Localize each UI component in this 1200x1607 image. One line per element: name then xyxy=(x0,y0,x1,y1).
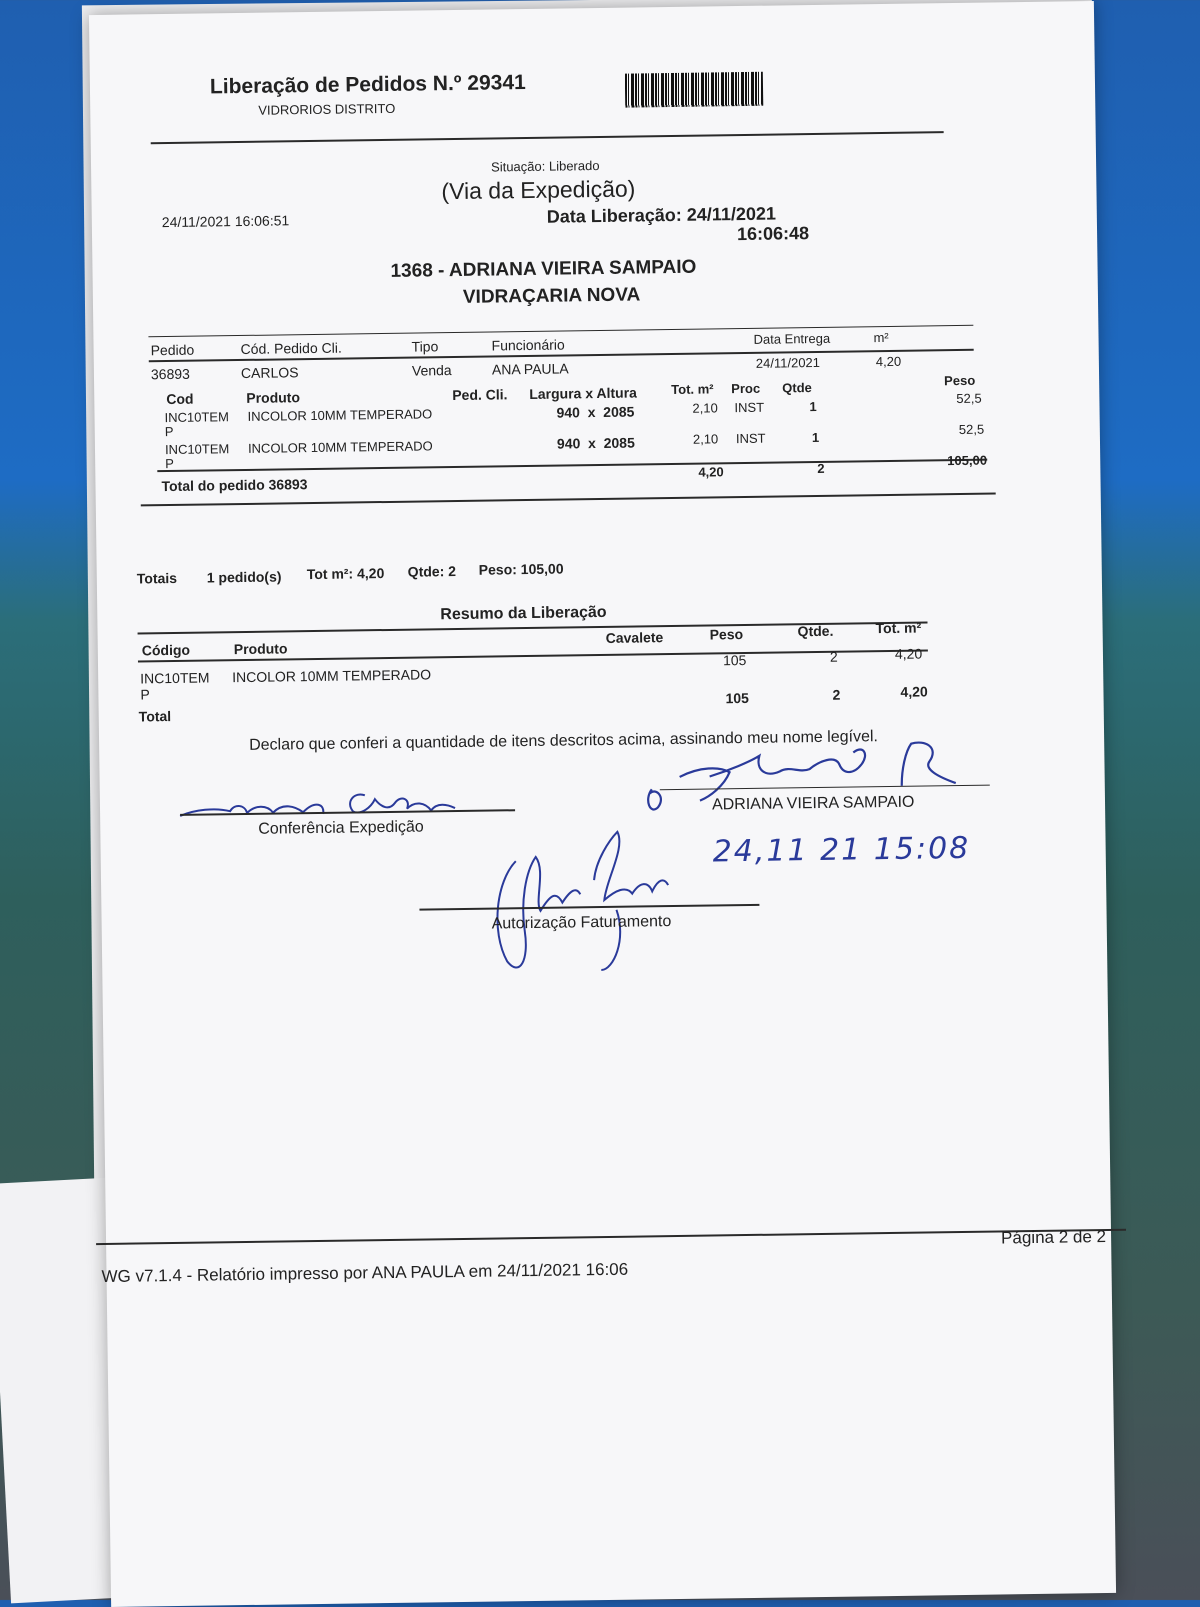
document-title: Liberação de Pedidos N.º 29341 xyxy=(209,71,526,99)
conferencia-signature xyxy=(175,780,476,824)
declaration-text: Declaro que conferi a quantidade de itens descritos acima, assinando meu nome legível. xyxy=(249,728,879,754)
col-tipo: Tipo xyxy=(411,338,439,355)
order-cod-cli: CARLOS xyxy=(240,364,299,382)
col-proc: Proc xyxy=(731,380,761,397)
item-proc: INST xyxy=(734,399,765,416)
item-cod-cont: P xyxy=(164,423,174,440)
page-number: Página 2 de 2 xyxy=(1000,1227,1107,1248)
col-data-entrega: Data Entrega xyxy=(753,330,831,347)
company-name: VIDRORIOS DISTRITO xyxy=(258,100,396,118)
item-produto: INCOLOR 10MM TEMPERADO xyxy=(247,438,433,456)
item-peso: 52,5 xyxy=(958,421,985,437)
col-ped-cli: Ped. Cli. xyxy=(452,386,508,404)
order-pedido: 36893 xyxy=(150,365,191,383)
totals-pedidos: 1 pedido(s) xyxy=(206,568,282,586)
col-cod: Cod xyxy=(166,390,194,408)
via-label: (Via da Expedição) xyxy=(441,175,636,205)
summary-total-m2: 4,20 xyxy=(900,683,928,700)
col-codigo: Código xyxy=(141,641,191,659)
totals-peso: Peso: 105,00 xyxy=(478,560,564,578)
order-tipo: Venda xyxy=(411,362,452,379)
order-table-top-rule xyxy=(148,325,973,338)
col-funcionario: Funcionário xyxy=(491,336,565,354)
conferencia-label: Conferência Expedição xyxy=(258,818,424,838)
item-qtde: 1 xyxy=(811,429,820,446)
item-cod: INC10TEM xyxy=(164,441,230,458)
col-tot-m2: Tot. m² xyxy=(671,381,714,397)
order-funcionario: ANA PAULA xyxy=(491,360,569,378)
col-qtde: Qtde xyxy=(782,380,812,396)
col-summary-produto: Produto xyxy=(233,640,288,658)
summary-total-label: Total xyxy=(138,708,172,725)
summary-title: Resumo da Liberação xyxy=(440,603,607,624)
order-m2: 4,20 xyxy=(875,353,902,370)
order-total-label: Total do pedido 36893 xyxy=(161,476,308,495)
order-total-peso: 105,00 xyxy=(947,452,988,469)
col-cavalete: Cavalete xyxy=(605,629,664,646)
item-tot-m2: 2,10 xyxy=(692,400,718,416)
col-summary-tot-m2: Tot. m² xyxy=(875,619,922,637)
summary-produto: INCOLOR 10MM TEMPERADO xyxy=(232,666,432,686)
item-dims: 940 x 2085 xyxy=(556,434,635,452)
header-divider xyxy=(151,131,944,144)
totals-qtde: Qtde: 2 xyxy=(407,563,457,580)
status-text: Situação: Liberado xyxy=(490,157,600,175)
order-total-qtde: 2 xyxy=(817,460,825,476)
order-total-m2: 4,20 xyxy=(698,464,724,480)
item-tot-m2: 2,10 xyxy=(692,431,719,447)
col-summary-qtde: Qtde. xyxy=(797,622,834,640)
totals-m2: Tot m²: 4,20 xyxy=(306,565,385,583)
item-dims: 940 x 2085 xyxy=(556,403,635,421)
item-proc: INST xyxy=(735,430,766,447)
printed-by: WG v7.1.4 - Relatório impresso por ANA PAULA em 24/11/2021 16:06 xyxy=(101,1259,629,1287)
order-table-bottom-rule xyxy=(141,492,996,506)
item-cod-cont: P xyxy=(165,455,174,472)
col-produto: Produto xyxy=(246,389,301,406)
summary-total-peso: 105 xyxy=(725,689,750,707)
client-signature-label: ADRIANA VIEIRA SAMPAIO xyxy=(711,793,915,814)
barcode xyxy=(625,72,763,108)
autorizacao-signature xyxy=(475,818,717,981)
autorizacao-label: Autorização Faturamento xyxy=(491,913,672,933)
print-datetime: 24/11/2021 16:06:51 xyxy=(161,212,290,231)
order-data-entrega: 24/11/2021 xyxy=(755,354,821,371)
item-produto: INCOLOR 10MM TEMPERADO xyxy=(247,406,433,424)
release-time: 16:06:48 xyxy=(736,223,810,245)
col-cod-pedido-cli: Cód. Pedido Cli. xyxy=(240,339,342,358)
item-peso: 52,5 xyxy=(956,390,982,407)
client-name: 1368 - ADRIANA VIEIRA SAMPAIO xyxy=(390,256,697,282)
totals-label: Totais xyxy=(136,569,178,587)
col-summary-peso: Peso xyxy=(709,626,744,643)
summary-total-qtde: 2 xyxy=(832,686,841,703)
client-company: VIDRAÇARIA NOVA xyxy=(462,284,641,308)
handwritten-date: 24,11 21 15:08 xyxy=(712,830,971,870)
summary-qtde: 2 xyxy=(829,648,838,665)
summary-codigo: INC10TEM xyxy=(140,669,210,687)
col-largura-altura: Largura x Altura xyxy=(529,384,637,402)
release-document xyxy=(89,1,1116,1607)
col-peso: Peso xyxy=(944,372,976,389)
summary-tot-m2: 4,20 xyxy=(894,645,923,662)
summary-peso: 105 xyxy=(722,651,747,669)
summary-codigo-cont: P xyxy=(140,686,150,703)
col-m2: m² xyxy=(873,329,889,346)
footer-rule xyxy=(96,1229,1126,1245)
item-cod: INC10TEM xyxy=(164,409,229,426)
order-total-rule xyxy=(157,459,987,473)
col-pedido: Pedido xyxy=(150,341,195,359)
release-date: Data Liberação: 24/11/2021 xyxy=(546,203,777,227)
item-qtde: 1 xyxy=(809,398,817,415)
